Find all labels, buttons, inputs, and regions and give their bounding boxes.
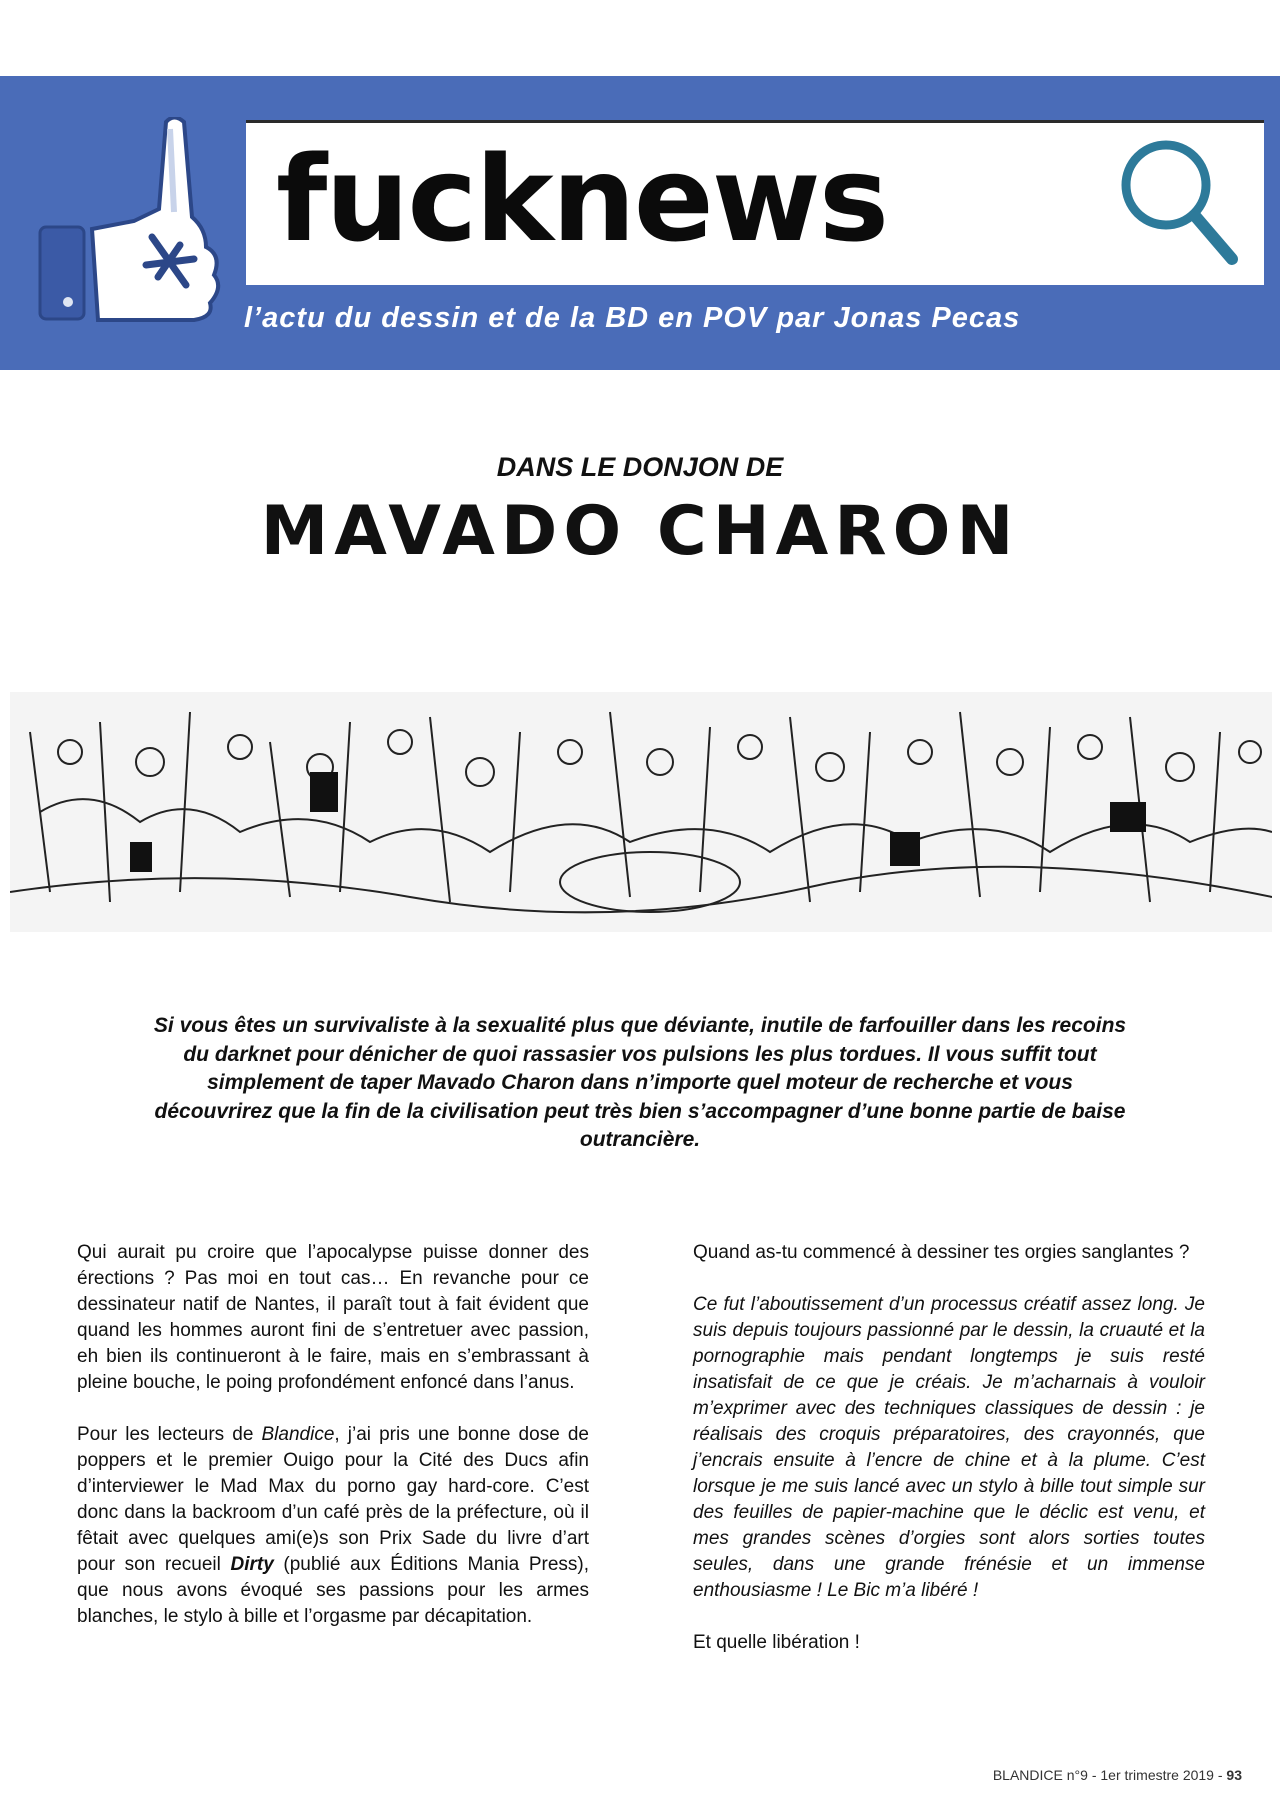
article-column-right bbox=[693, 1240, 1205, 1682]
page-footer bbox=[993, 1767, 1242, 1783]
masthead-subtitle: l’actu du dessin et de la BD en POV par Jonas Pecas bbox=[244, 302, 1021, 334]
search-icon[interactable] bbox=[1114, 133, 1244, 273]
masthead-title: fucknews bbox=[276, 130, 888, 268]
title-box bbox=[246, 120, 1264, 285]
article-kicker: DANS LE DONJON DE bbox=[496, 452, 784, 482]
paragraph-intro: Qui aurait pu croire que l’apocalypse puisse donner des érections ? Pas moi en tout cas… En revanche pour ce dessinateur natif de Nantes, il paraît tout à fait évident que quand les hommes auront fini de s’entretuer avec passion, eh bien ils continueront à le faire, mais en s’embrassant à pleine bouche, le poing profondément enfoncé dans l’anus. bbox=[77, 1242, 589, 1393]
page-number: 93 bbox=[1226, 1767, 1242, 1783]
middle-finger-hand-icon bbox=[34, 117, 234, 322]
article-lead: Si vous êtes un survivaliste à la sexualité plus que déviante, inutile de farfouiller dans les recoins du darknet pour dénicher de quoi rassasier vos pulsions les plus tordues. Il vous suffit tout simplement de taper Mavado Charon dans n’importe quel moteur de recherche et vous découvrirez que la fin de la civilisation peut très bien s’accompagner d’une bonne partie de baise outrancière. bbox=[153, 1014, 1127, 1151]
footer-issue: BLANDICE n°9 - 1er trimestre 2019 - bbox=[992, 1767, 1227, 1783]
article-headline: MAVADO CHARON bbox=[260, 492, 1020, 571]
interview-question: Quand as-tu commencé à dessiner tes orgies sanglantes ? bbox=[693, 1242, 1190, 1263]
interview-answer: Ce fut l’aboutissement d’un processus créatif assez long. Je suis depuis toujours passionné par le dessin, la cruauté et la pornographie mais pendant longtemps je suis resté insatisfait de ce que je créais. Je m’acharnais à vouloir m’exprimer avec des techniques classiques de dessin : je réalisais des croquis préparatoires, des crayonnés, que j’encrais ensuite à l’encre de chine et à la plume. C’est lorsque je me suis lancé avec un stylo à bille tout simple sur des feuilles de papier-machine que le déclic est venu, et mes grandes scènes d’orgies sont alors sorties toutes seules, dans une grande frénésie et un immense enthousiasme ! Le Bic m’a libéré ! bbox=[693, 1294, 1205, 1601]
paragraph-context: Pour les lecteurs de Blandice, j’ai pris une bonne dose de poppers et le premier Ouigo pour la Cité des Ducs afin d’interviewer le Mad Max du porno gay hard-core. C’est donc dans la backroom d’un café près de la préfecture, où il fêtait avec quelques ami(e)s son Prix Sade du livre d’art pour son recueil Dirty (publié aux Éditions Mania Press), que nous avons évoqué ses passions pour les armes blanches, le stylo à bille et l’orgasme par décapitation. bbox=[77, 1424, 589, 1627]
panoramic-pen-drawing bbox=[10, 692, 1272, 932]
interview-closing: Et quelle libération ! bbox=[693, 1632, 860, 1653]
article-column-left bbox=[77, 1240, 589, 1656]
magazine-name: Blandice bbox=[261, 1424, 335, 1445]
book-title: Dirty bbox=[230, 1554, 274, 1575]
